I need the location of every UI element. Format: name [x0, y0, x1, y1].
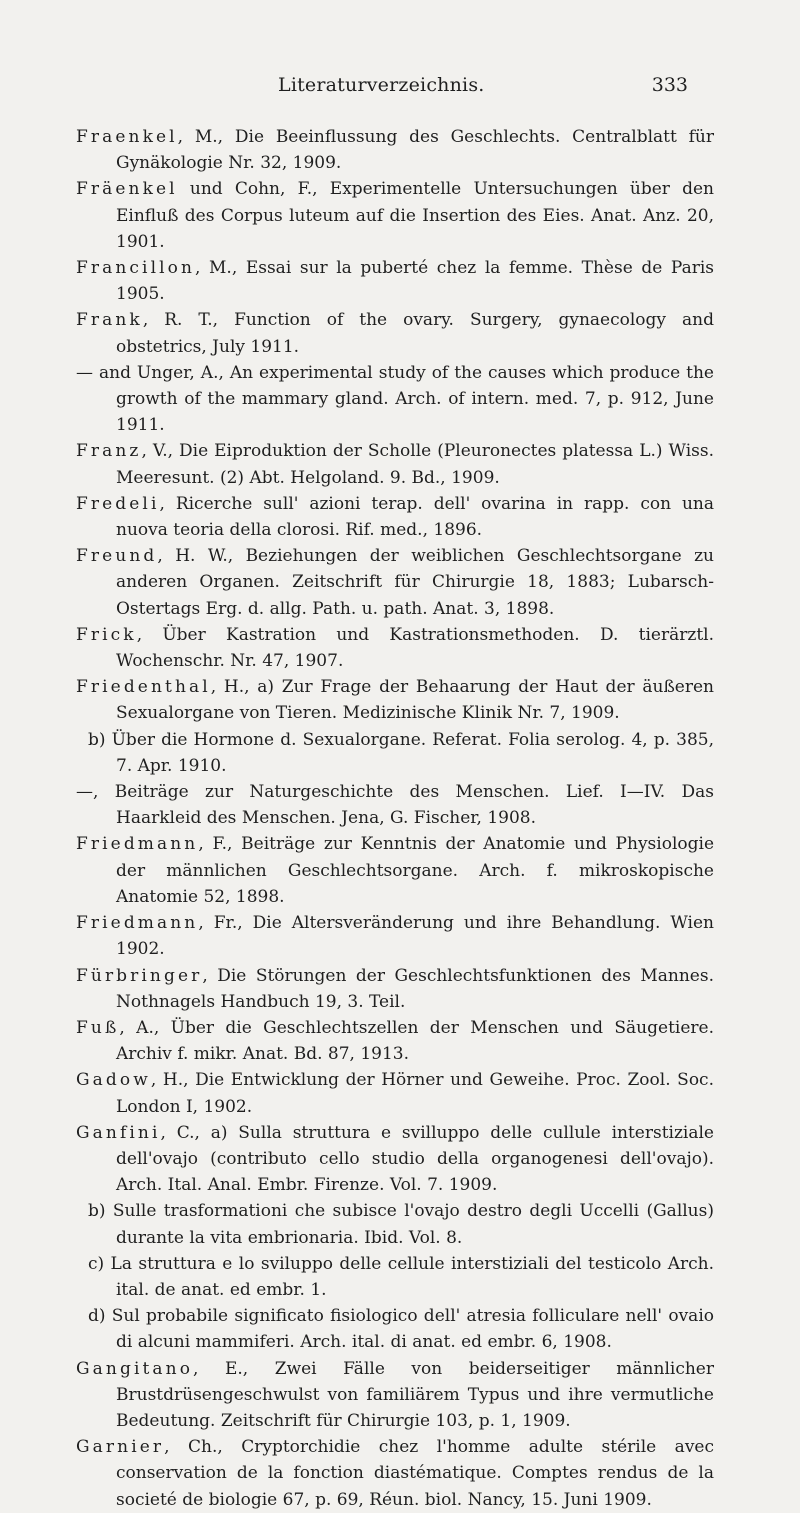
reference-entry	[88, 1198, 714, 1250]
reference-text: , Die Störungen der Geschlechtsfunktionen des Mannes. Nothnagels Handbuch 19, 3. Teil.	[116, 965, 714, 1012]
reference-author: Fredeli	[76, 493, 160, 514]
reference-entry	[76, 1067, 714, 1119]
reference-text: , H., Die Entwicklung der Hörner und Geweihe. Proc. Zool. Soc. London I, 1902.	[116, 1070, 714, 1117]
reference-text: , M., Die Beeinflussung des Geschlechts. Centralblatt für Gynäkologie Nr. 32, 1909.	[116, 127, 714, 174]
reference-entry	[76, 963, 714, 1015]
reference-text: , Ch., Cryptorchidie chez l'homme adulte stérile avec conservation de la fonction diastématique. Comptes rendus de la societé de biologie 67, p. 69, Réun. biol. Nancy, 15. Juni 1909.	[116, 1437, 714, 1510]
reference-text: , H., a) Zur Frage der Behaarung der Haut der äußeren Sexualorgane von Tieren. Medizinische Klinik Nr. 7, 1909.	[116, 677, 714, 724]
reference-text: c) La struttura e lo sviluppo delle cellule interstiziali del testicolo Arch. ital. de anat. ed embr. 1.	[88, 1253, 714, 1300]
reference-author: Friedmann	[76, 834, 199, 855]
reference-author: Gangitano	[76, 1358, 194, 1379]
reference-entry	[76, 124, 714, 176]
running-title: Literaturverzeichnis.	[278, 74, 485, 96]
reference-author: Friedenthal	[76, 677, 211, 698]
reference-entry	[76, 1356, 714, 1435]
reference-entry	[76, 360, 714, 439]
reference-text: , A., Über die Geschlechtszellen der Menschen und Säugetiere. Archiv f. mikr. Anat. Bd. 87, 1913.	[116, 1017, 714, 1065]
reference-author: Garnier	[76, 1437, 165, 1458]
reference-author: Frank	[76, 310, 143, 331]
reference-entry	[76, 307, 714, 359]
reference-author: Francillon	[76, 258, 196, 279]
reference-entry	[76, 831, 714, 910]
reference-text: — and Unger, A., An experimental study of the causes which produce the growth of the mammary gland. Arch. of intern. med. 7, p. 912, June 1911.	[76, 362, 714, 436]
reference-text: , Fr., Die Altersveränderung und ihre Behandlung. Wien 1902.	[116, 913, 714, 960]
reference-entry	[76, 543, 714, 622]
reference-text: b) Sulle trasformationi che subisce l'ovajo destro degli Uccelli (Gallus) durante la vita embrionaria. Ibid. Vol. 8.	[88, 1201, 714, 1248]
reference-entry	[88, 727, 714, 779]
reference-text: —, Beiträge zur Naturgeschichte des Menschen. Lief. I—IV. Das Haarkleid des Menschen. Jena, G. Fischer, 1908.	[76, 782, 714, 829]
reference-author: Fürbringer	[76, 965, 203, 986]
reference-entry	[76, 438, 714, 490]
reference-entry	[76, 622, 714, 674]
reference-entry	[76, 1434, 714, 1513]
reference-text: b) Über die Hormone d. Sexualorgane. Referat. Folia serolog. 4, p. 385, 7. Apr. 1910.	[88, 729, 714, 776]
reference-author: Franz	[76, 441, 142, 462]
reference-author: Fuß	[76, 1017, 120, 1038]
reference-author: Ganfini	[76, 1122, 161, 1143]
reference-author: Gadow	[76, 1070, 151, 1091]
reference-list	[0, 124, 800, 1513]
reference-entry	[76, 674, 714, 726]
reference-entry	[76, 779, 714, 831]
reference-text: , C., a) Sulla struttura e svilluppo delle cullule interstiziale dell'ovajo (contributo cello studio della organogenesi dell'ovajo). Arch. Ital. Anal. Embr. Firenze. Vol. 7. 1909.	[116, 1122, 714, 1196]
reference-author: Frick	[76, 624, 137, 645]
page-number: 333	[651, 74, 688, 96]
reference-entry	[76, 1015, 714, 1067]
reference-text: , Über Kastration und Kastrationsmethoden. D. tierärztl. Wochenschr. Nr. 47, 1907.	[116, 624, 714, 672]
reference-entry	[88, 1303, 714, 1355]
reference-text: , F., Beiträge zur Kenntnis der Anatomie und Physiologie der männlichen Geschlechtsorgane. Arch. f. mikroskopische Anatomie 52, 1898.	[116, 834, 714, 907]
reference-author: Freund	[76, 546, 158, 567]
reference-text: , V., Die Eiproduktion der Scholle (Pleuronectes platessa L.) Wiss. Meeresunt. (2) Abt. Helgoland. 9. Bd., 1909.	[116, 441, 714, 488]
reference-entry	[88, 1251, 714, 1303]
reference-text: und Cohn, F., Experimentelle Untersuchungen über den Einfluß des Corpus luteum auf die Insertion des Eies. Anat. Anz. 20, 1901.	[116, 179, 714, 252]
reference-author: Fraenkel	[76, 127, 178, 147]
reference-entry	[76, 910, 714, 962]
reference-author: Friedmann	[76, 913, 199, 934]
reference-entry	[76, 1120, 714, 1199]
reference-text: d) Sul probabile significato fisiologico dell' atresia folliculare nell' ovaio di alcuni mammiferi. Arch. ital. di anat. ed embr. 6, 1908.	[88, 1306, 714, 1353]
reference-entry	[76, 255, 714, 307]
reference-text: , H. W., Beziehungen der weiblichen Geschlechtsorgane zu anderen Organen. Zeitschrift für Chirurgie 18, 1883; Lubarsch-Ostertags Erg. d. allg. Path. u. path. Anat. 3, 1898.	[116, 546, 714, 619]
reference-author: Fräenkel	[76, 179, 178, 200]
reference-text: , E., Zwei Fälle von beiderseitiger männlicher Brustdrüsengeschwulst von familiärem Typus und ihre vermutliche Bedeutung. Zeitschrift für Chirurgie 103, p. 1, 1909.	[116, 1358, 714, 1431]
reference-text: , R. T., Function of the ovary. Surgery, gynaecology and obstetrics, July 1911.	[116, 310, 714, 357]
reference-text: , Ricerche sull' azioni terap. dell' ovarina in rapp. con una nuova teoria della clorosi. Rif. med., 1896.	[116, 493, 714, 541]
reference-entry	[76, 491, 714, 543]
reference-text: , M., Essai sur la puberté chez la femme. Thèse de Paris 1905.	[116, 258, 714, 305]
reference-entry	[76, 176, 714, 255]
page-header	[0, 74, 800, 104]
